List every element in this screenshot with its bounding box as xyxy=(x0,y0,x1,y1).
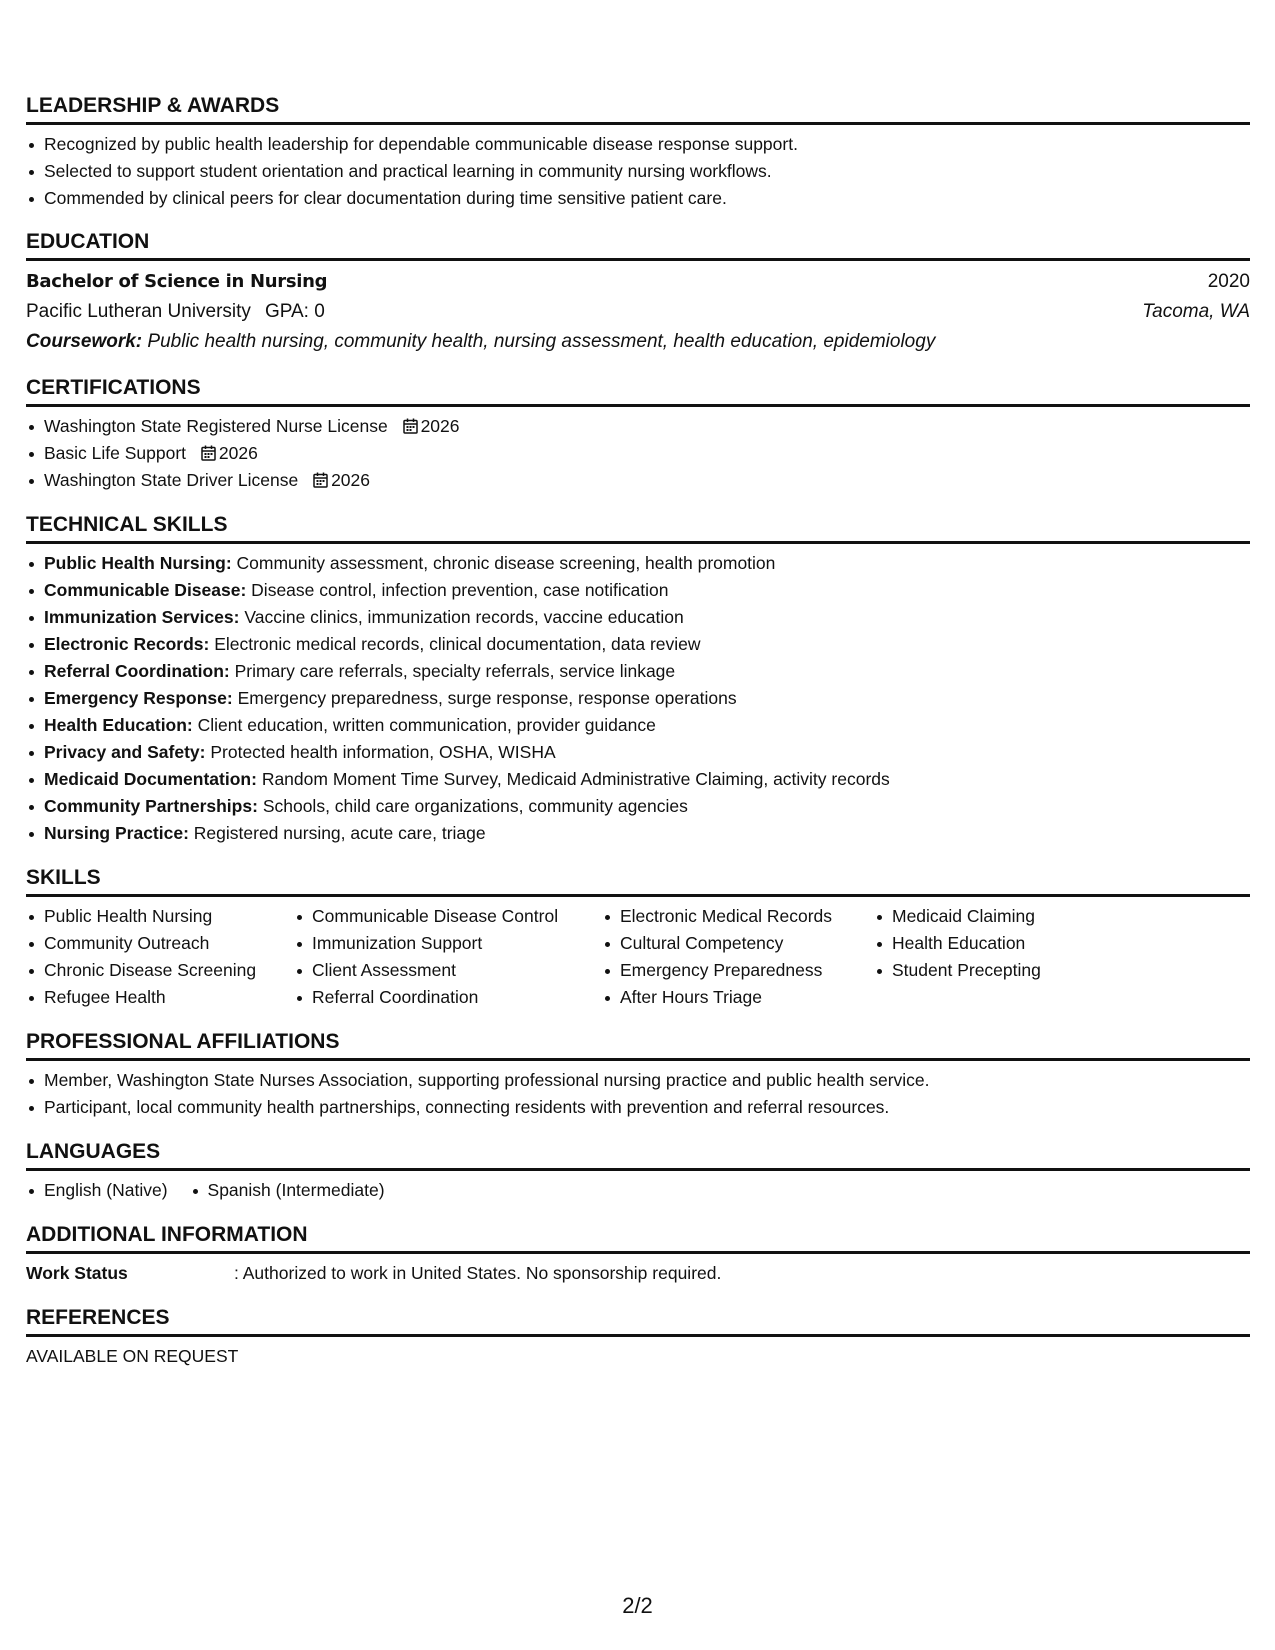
work-status-row xyxy=(26,1260,1250,1287)
list-item: English (Native) xyxy=(26,1177,168,1204)
list-item: Emergency Preparedness xyxy=(602,957,874,984)
skill-text: Community assessment, chronic disease screening, health promotion xyxy=(236,553,776,573)
list-item xyxy=(26,577,1250,604)
skill-text: Client education, written communication, provider guidance xyxy=(197,715,656,735)
school-location: Tacoma, WA xyxy=(1142,301,1250,322)
list-item xyxy=(26,793,1250,820)
section-heading: TECHNICAL SKILLS xyxy=(26,513,1250,544)
list-item: Communicable Disease Control xyxy=(294,903,602,930)
degree-title: Bachelor of Science in Nursing xyxy=(26,271,328,292)
list-item: Medicaid Claiming xyxy=(874,903,1124,930)
leadership-awards-section xyxy=(26,94,1250,212)
list-item: Cultural Competency xyxy=(602,930,874,957)
cert-name: Basic Life Support xyxy=(44,443,187,463)
skill-text: Vaccine clinics, immunization records, vaccine education xyxy=(244,607,684,627)
skills-column xyxy=(26,903,294,1011)
education-degree-row xyxy=(26,267,1250,297)
skills-grid xyxy=(26,903,1250,1011)
skill-label: Privacy and Safety: xyxy=(44,742,206,762)
gpa: GPA: 0 xyxy=(264,301,325,322)
graduation-year: 2020 xyxy=(1207,271,1250,292)
list-item: Student Precepting xyxy=(874,957,1124,984)
cert-date xyxy=(313,470,370,490)
section-heading: EDUCATION xyxy=(26,230,1250,261)
additional-information-section xyxy=(26,1223,1250,1287)
list-item: Chronic Disease Screening xyxy=(26,957,294,984)
coursework-text: Public health nursing, community health, nursing assessment, health education, epidemiology xyxy=(147,331,936,352)
list-item: Recognized by public health leadership for dependable communicable disease response support. xyxy=(26,131,1250,158)
section-heading: LEADERSHIP & AWARDS xyxy=(26,94,1250,125)
calendar-icon xyxy=(201,445,216,461)
skills-column xyxy=(602,903,874,1011)
list-item: Public Health Nursing xyxy=(26,903,294,930)
skill-label: Communicable Disease: xyxy=(44,580,247,600)
cert-name: Washington State Registered Nurse License xyxy=(44,416,388,436)
skill-label: Public Health Nursing: xyxy=(44,553,232,573)
skills-section xyxy=(26,866,1250,1011)
list-item: Member, Washington State Nurses Association, supporting professional nursing practice and public health service. xyxy=(26,1067,1250,1094)
page-number: 2/2 xyxy=(622,1593,653,1618)
skill-text: Primary care referrals, specialty referrals, service linkage xyxy=(234,661,676,681)
list-item: Commended by clinical peers for clear documentation during time sensitive patient care. xyxy=(26,185,1250,212)
certifications-section xyxy=(26,376,1250,494)
list-item xyxy=(26,604,1250,631)
coursework xyxy=(26,327,1250,357)
education-school-row xyxy=(26,297,1250,327)
certifications-list xyxy=(26,413,1250,494)
cert-date-value: 2026 xyxy=(218,443,258,463)
references-text: AVAILABLE ON REQUEST xyxy=(26,1346,239,1366)
skill-label: Immunization Services: xyxy=(44,607,240,627)
languages-list xyxy=(26,1177,1250,1204)
list-item xyxy=(26,413,1250,440)
cert-name: Washington State Driver License xyxy=(44,470,299,490)
section-heading: PROFESSIONAL AFFILIATIONS xyxy=(26,1030,1250,1061)
skill-label: Medicaid Documentation: xyxy=(44,769,257,789)
list-item xyxy=(26,467,1250,494)
list-item xyxy=(26,739,1250,766)
list-item: Refugee Health xyxy=(26,984,294,1011)
skill-label: Referral Coordination: xyxy=(44,661,230,681)
references-section xyxy=(26,1306,1250,1370)
skills-column xyxy=(294,903,602,1011)
list-item: Immunization Support xyxy=(294,930,602,957)
skill-text: Protected health information, OSHA, WISHA xyxy=(210,742,556,762)
cert-date xyxy=(201,443,258,463)
list-item: Electronic Medical Records xyxy=(602,903,874,930)
skills-column xyxy=(874,903,1124,1011)
languages-section xyxy=(26,1140,1250,1204)
skill-text: Random Moment Time Survey, Medicaid Administrative Claiming, activity records xyxy=(261,769,890,789)
affiliations-list xyxy=(26,1067,1250,1121)
list-item: Spanish (Intermediate) xyxy=(190,1177,385,1204)
list-item xyxy=(26,440,1250,467)
calendar-icon xyxy=(403,418,418,434)
skill-text: Schools, child care organizations, community agencies xyxy=(262,796,688,816)
list-item xyxy=(26,550,1250,577)
list-item xyxy=(26,712,1250,739)
education-section xyxy=(26,230,1250,357)
list-item xyxy=(26,658,1250,685)
list-item: Health Education xyxy=(874,930,1124,957)
list-item: Community Outreach xyxy=(26,930,294,957)
list-item: Participant, local community health partnerships, connecting residents with prevention and referral resources. xyxy=(26,1094,1250,1121)
list-item: After Hours Triage xyxy=(602,984,874,1011)
school-info xyxy=(26,297,325,327)
list-item: Client Assessment xyxy=(294,957,602,984)
work-status-label: Work Status xyxy=(26,1263,128,1283)
skill-text: Registered nursing, acute care, triage xyxy=(193,823,486,843)
section-heading: SKILLS xyxy=(26,866,1250,897)
cert-date-value: 2026 xyxy=(420,416,460,436)
section-heading: LANGUAGES xyxy=(26,1140,1250,1171)
skill-text: Emergency preparedness, surge response, response operations xyxy=(237,688,737,708)
skill-label: Community Partnerships: xyxy=(44,796,258,816)
list-item: Referral Coordination xyxy=(294,984,602,1011)
coursework-label: Coursework: xyxy=(26,331,143,352)
affiliations-section xyxy=(26,1030,1250,1121)
list-item: Selected to support student orientation and practical learning in community nursing workflows. xyxy=(26,158,1250,185)
technical-skills-section xyxy=(26,513,1250,847)
list-item xyxy=(26,631,1250,658)
skill-text: Disease control, infection prevention, case notification xyxy=(251,580,669,600)
school-name: Pacific Lutheran University xyxy=(26,301,251,322)
list-item xyxy=(26,685,1250,712)
list-item xyxy=(26,766,1250,793)
skill-label: Emergency Response: xyxy=(44,688,233,708)
leadership-list xyxy=(26,131,1250,212)
skill-text: Electronic medical records, clinical documentation, data review xyxy=(214,634,701,654)
list-item xyxy=(26,820,1250,847)
resume-page xyxy=(26,94,1250,1370)
section-heading: CERTIFICATIONS xyxy=(26,376,1250,407)
skill-label: Electronic Records: xyxy=(44,634,210,654)
skill-label: Nursing Practice: xyxy=(44,823,189,843)
calendar-icon xyxy=(313,472,328,488)
work-status-value: : Authorized to work in United States. No sponsorship required. xyxy=(234,1263,722,1283)
cert-date-value: 2026 xyxy=(331,470,371,490)
section-heading: ADDITIONAL INFORMATION xyxy=(26,1223,1250,1254)
technical-skills-list xyxy=(26,550,1250,847)
skill-label: Health Education: xyxy=(44,715,193,735)
cert-date xyxy=(403,416,460,436)
section-heading: REFERENCES xyxy=(26,1306,1250,1337)
